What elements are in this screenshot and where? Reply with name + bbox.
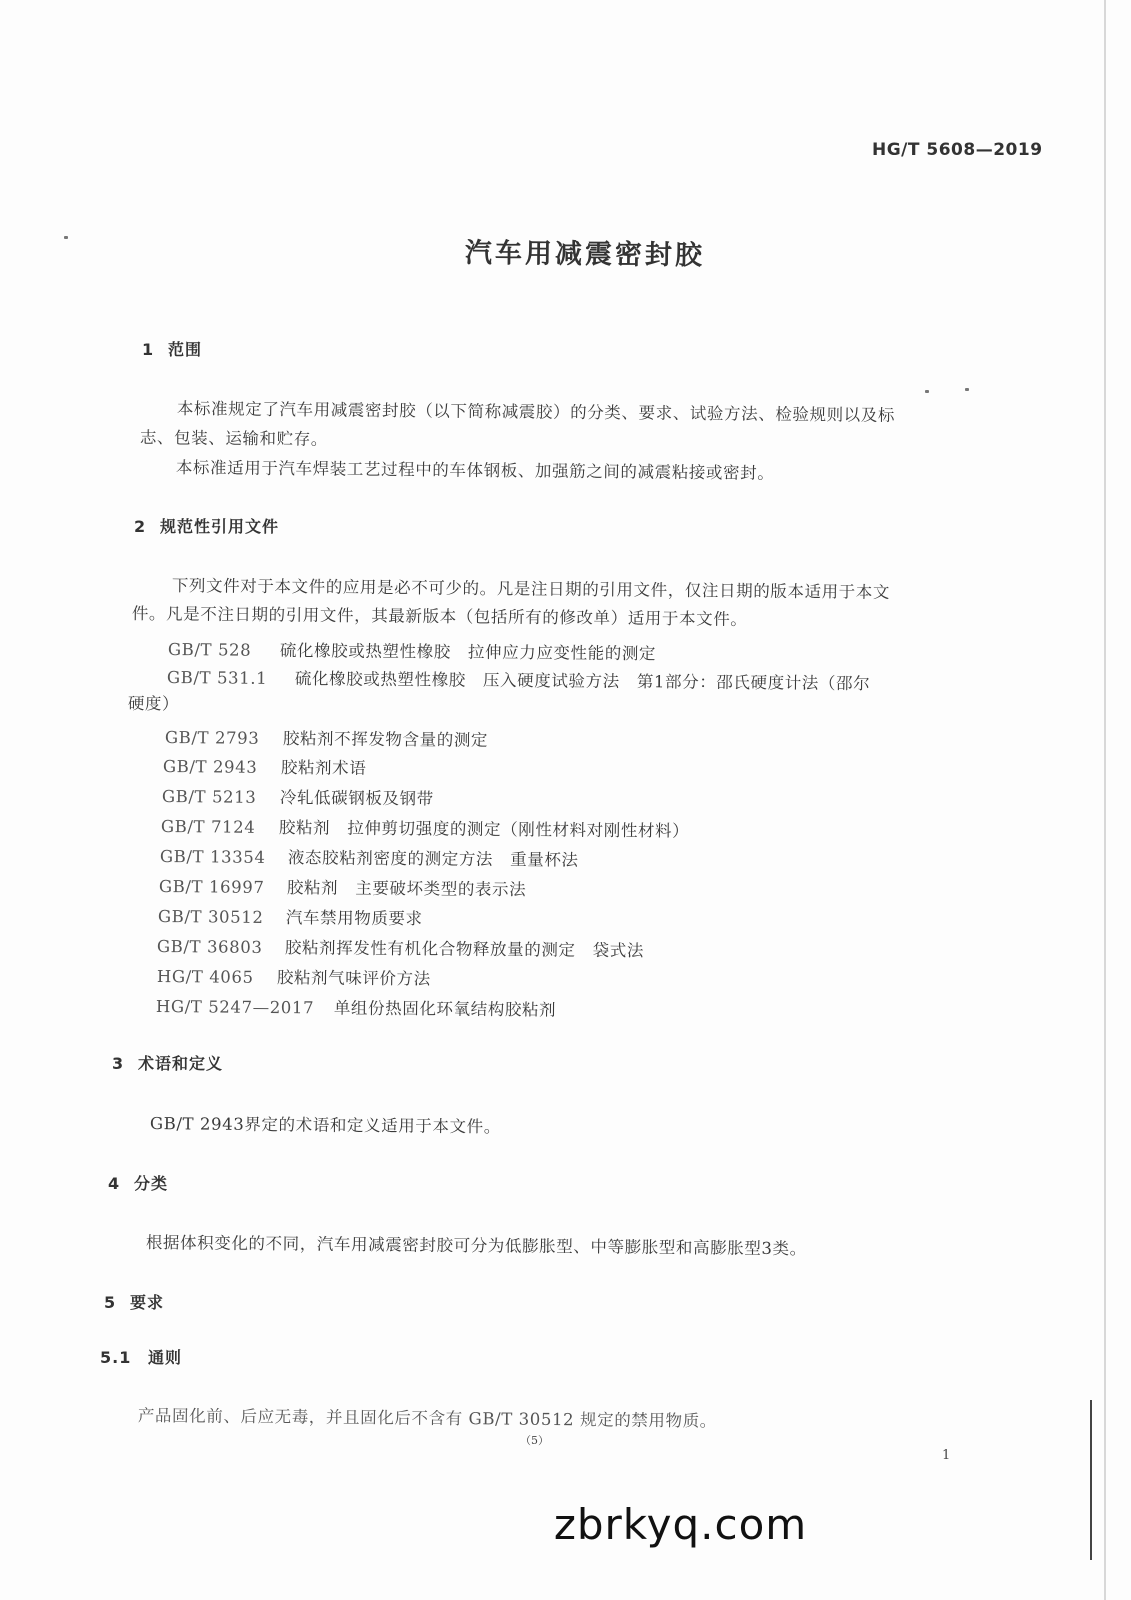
reference-title: 冷轧低碳钢板及钢带 [279, 788, 434, 809]
section-5-1-heading [100, 1345, 182, 1368]
reference-title: 硫化橡胶或热塑性橡胶 拉伸应力应变性能的测定 [279, 640, 657, 664]
standard-number: HG/T 5608—2019 [872, 140, 1043, 160]
reference-code: GB/T 528 [167, 639, 252, 660]
section-2-heading [134, 514, 279, 537]
page-number: 1 [942, 1448, 951, 1463]
reference-title: 胶粘剂 拉伸剪切强度的测定（刚性材料对刚性材料） [278, 818, 690, 841]
reference-title: 汽车禁用物质要求 [285, 908, 423, 929]
inner-page-number: （5） [520, 1434, 549, 1447]
section-4-heading [108, 1171, 168, 1194]
reference-code: GB/T 2943 [162, 756, 258, 777]
reference-code: GB/T 16997 [158, 876, 265, 897]
section-title: 术语和定义 [138, 1054, 224, 1073]
reference-item [161, 813, 690, 842]
section-number: 3 [112, 1054, 125, 1073]
section-number: 5 [104, 1293, 117, 1312]
section-title: 范围 [168, 340, 203, 359]
section-title: 规范性引用文件 [160, 517, 280, 536]
reference-code: GB/T 2793 [164, 727, 260, 748]
reference-item [160, 843, 579, 871]
reference-code: HG/T 5247—2017 [155, 996, 315, 1018]
reference-title: 胶粘剂气味评价方法 [276, 968, 431, 989]
scan-speck [925, 390, 929, 393]
section-3-heading [112, 1051, 223, 1074]
reference-item [156, 993, 557, 1020]
reference-title: 胶粘剂不挥发物含量的测定 [282, 729, 489, 750]
section-number: 2 [134, 517, 147, 536]
reference-code: GB/T 13354 [159, 846, 266, 867]
reference-title: 胶粘剂挥发性有机化合物释放量的测定 袋式法 [284, 938, 645, 961]
section-1-para-1-line-1: 本标准规定了汽车用减震密封胶（以下简称减震胶）的分类、要求、试验方法、检验规则以及标 [176, 398, 896, 425]
reference-item [168, 636, 656, 664]
section-title: 通则 [148, 1348, 183, 1367]
section-number: 1 [142, 340, 155, 359]
section-5-1-para-1: 产品固化前、后应无毒，并且固化后不含有 GB/T 30512 规定的禁用物质。 [137, 1405, 717, 1431]
section-3-para-1: GB/T 2943界定的术语和定义适用于本文件。 [149, 1113, 501, 1137]
reference-item [165, 724, 488, 751]
section-2-intro-line-2: 件。凡是不注日期的引用文件，其最新版本（包括所有的修改单）适用于本文件。 [131, 603, 748, 629]
reference-code: GB/T 30512 [157, 906, 264, 927]
scan-speck [965, 388, 969, 391]
reference-code: GB/T 36803 [156, 936, 263, 957]
section-4-para-1: 根据体积变化的不同，汽车用减震密封胶可分为低膨胀型、中等膨胀型和高膨胀型3类。 [145, 1232, 807, 1259]
reference-code: GB/T 531.1 [166, 667, 268, 688]
reference-item [157, 963, 431, 989]
reference-item [158, 903, 423, 929]
section-1-para-2: 本标准适用于汽车焊装工艺过程中的车体钢板、加强筋之间的减震粘接或密封。 [175, 457, 775, 483]
watermark-text: zbrkyq.com [553, 1500, 808, 1549]
document-title: 汽车用减震密封胶 [464, 237, 706, 272]
section-number: 4 [108, 1174, 121, 1193]
section-title: 分类 [134, 1174, 169, 1193]
reference-item [162, 783, 434, 809]
reference-code: GB/T 7124 [160, 816, 256, 837]
reference-title: 单组份热固化环氧结构胶粘剂 [333, 998, 557, 1020]
section-1-para-1-line-2: 志、包装、运输和贮存。 [139, 427, 329, 449]
reference-item [167, 664, 871, 694]
reference-item [157, 933, 644, 961]
reference-item-continuation [128, 690, 180, 714]
reference-title: 硫化橡胶或热塑性橡胶 压入硬度试验方法 第1部分：邵氏硬度计法（邵尔 [294, 669, 871, 694]
reference-title: 胶粘剂术语 [280, 758, 367, 778]
reference-item [159, 873, 527, 900]
reference-code: HG/T 4065 [156, 966, 254, 987]
section-5-heading [104, 1290, 164, 1313]
reference-title: 液态胶粘剂密度的测定方法 重量杯法 [287, 848, 579, 870]
section-title: 要求 [130, 1293, 165, 1312]
reference-title: 硬度） [127, 693, 180, 714]
reference-title: 胶粘剂 主要破坏类型的表示法 [286, 878, 527, 900]
reference-code: GB/T 5213 [161, 786, 257, 807]
section-2-intro-line-1: 下列文件对于本文件的应用是必不可少的。凡是注日期的引用文件，仅注日期的版本适用于本文 [171, 575, 891, 602]
section-number: 5.1 [100, 1348, 132, 1367]
reference-item [163, 753, 367, 779]
section-1-heading [142, 337, 202, 360]
